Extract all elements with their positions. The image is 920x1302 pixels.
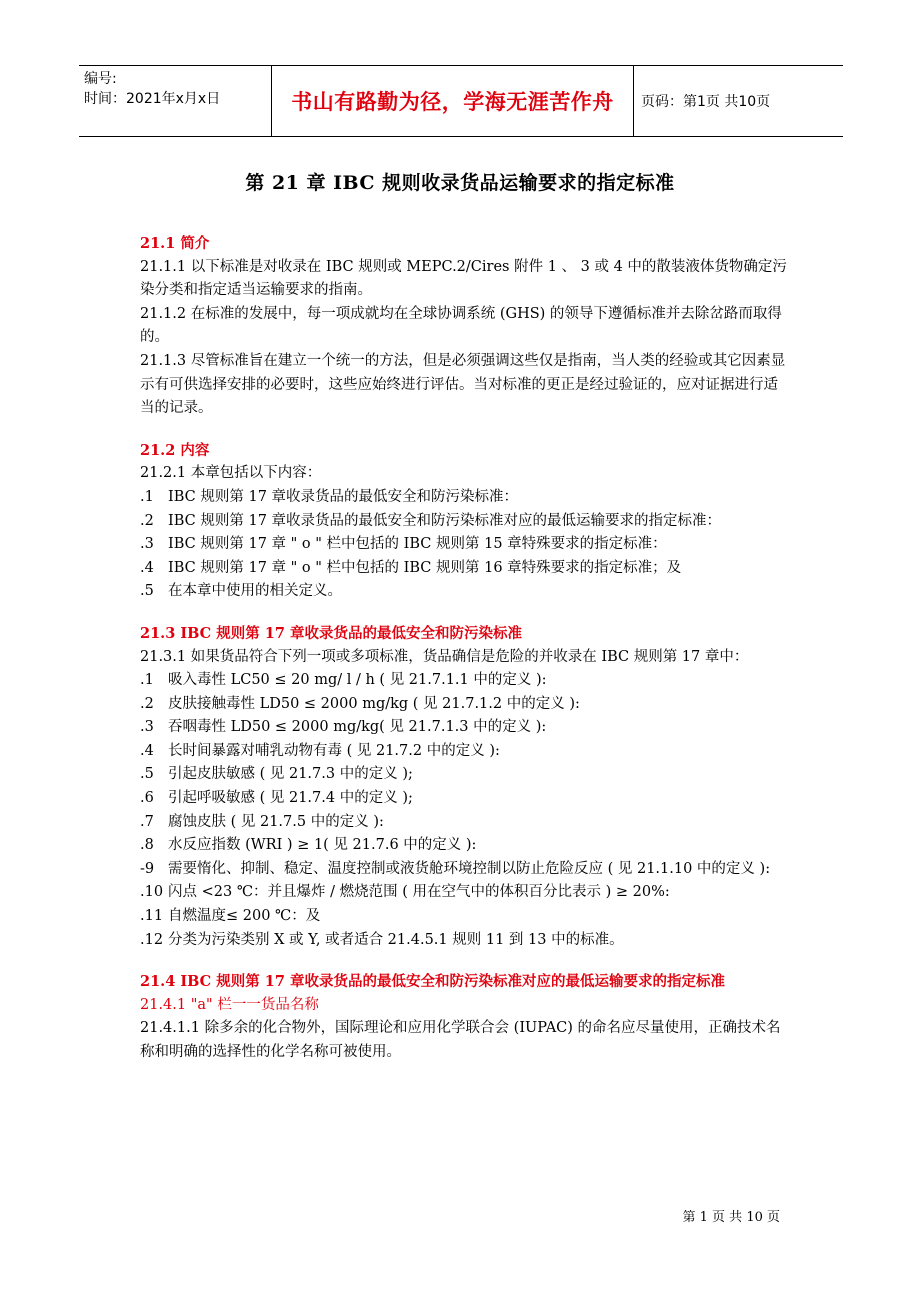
paragraph: 21.1.3 尽管标准旨在建立一个统一的方法，但是必须强调这些仅是指南，当人类的经验或其它因素显示有可供选择安排的必要时，这些应始终进行评估。当对标准的更正是经过验证的，应对证据进行适当的记录。 <box>140 352 786 417</box>
list-item: .4 长时间暴露对哺乳动物有毒 ( 见 21.7.2 中的定义 ): <box>140 742 500 759</box>
page-footer: 第 1 页 共 10 页 <box>682 1210 780 1225</box>
list-item: .5 引起皮肤敏感 ( 见 21.7.3 中的定义 ); <box>140 766 413 783</box>
list-item: .3 IBC 规则第 17 章 " o " 栏中包括的 IBC 规则第 15 章特殊要求的指定标准： <box>140 536 667 553</box>
subsection-heading: 21.4.1 "a" 栏一一货品名称 <box>140 996 319 1013</box>
page-header <box>79 65 843 137</box>
list-item: .1 吸入毒性 LC50 ≤ 20 mg/ l / h ( 见 21.7.1.1 中的定义 ): <box>140 672 547 689</box>
list-item: .7 腐蚀皮肤 ( 见 21.7.5 中的定义 ): <box>140 813 384 830</box>
paragraph: 21.4.1.1 除多余的化合物外，国际理论和应用化学联合会 (IUPAC) 的命名应尽量使用，正确技术名称和明确的选择性的化学名称可被使用。 <box>140 1020 781 1060</box>
list-item: .1 IBC 规则第 17 章收录货品的最低安全和防污染标准： <box>140 488 519 505</box>
list-item: .6 引起呼吸敏感 ( 见 21.7.4 中的定义 ); <box>140 790 413 807</box>
list-item: .11 自燃温度≤ 200 ℃：及 <box>140 908 321 925</box>
paragraph: 21.1.2 在标准的发展中，每一项成就均在全球协调系统 (GHS) 的领导下遵循标准并去除岔路而取得的。 <box>140 305 782 346</box>
header-time: 时间：2021年x月x日 <box>84 91 221 107</box>
list-item: .10 闪点 <23 ℃：并且爆炸 / 燃烧范围 ( 用在空气中的体积百分比表示 ) ≥ 20%: <box>140 884 670 901</box>
paragraph: 21.3.1 如果货品符合下列一项或多项标准，货品确信是危险的并收录在 IBC 规则第 17 章中： <box>140 648 749 665</box>
section-heading: 21.2 内容 <box>140 441 210 459</box>
list-item: -9 需要惰化、抑制、稳定、温度控制或液货舱环境控制以防止危险反应 ( 见 21.1.10 中的定义 ): <box>140 860 771 877</box>
section-heading: 21.4 IBC 规则第 17 章收录货品的最低安全和防污染标准对应的最低运输要求的指定标准 <box>140 973 726 991</box>
list-item: .4 IBC 规则第 17 章 " o " 栏中包括的 IBC 规则第 16 章特殊要求的指定标准；及 <box>140 559 682 576</box>
section-heading: 21.1 简介 <box>140 235 210 252</box>
header-meta <box>79 66 272 136</box>
header-page: 页码：第1页 共10页 <box>641 94 771 110</box>
section-heading: 21.3 IBC 规则第 17 章收录货品的最低安全和防污染标准 <box>140 624 523 642</box>
list-item: .8 水反应指数 (WRI ) ≥ 1( 见 21.7.6 中的定义 ): <box>140 837 477 854</box>
list-item: .2 皮肤接触毒性 LD50 ≤ 2000 mg/kg ( 见 21.7.1.2 中的定义 ): <box>140 695 580 712</box>
document-body <box>140 232 788 1065</box>
list-item: .3 吞咽毒性 LD50 ≤ 2000 mg/kg( 见 21.7.1.3 中的定义 ): <box>140 719 547 736</box>
list-item: .5 在本章中使用的相关定义。 <box>140 583 342 600</box>
list-item: .2 IBC 规则第 17 章收录货品的最低安全和防污染标准对应的最低运输要求的指定标准： <box>140 512 722 529</box>
paragraph: 21.1.1 以下标准是对收录在 IBC 规则或 MEPC.2/Cires 附件 1 、 3 或 4 中的散装液体货物确定污染分类和指定适当运输要求的指南。 <box>140 258 787 299</box>
document-title: 第 21 章 IBC 规则收录货品运输要求的指定标准 <box>245 172 675 194</box>
list-item: .12 分类为污染类别 X 或 Y, 或者适合 21.4.5.1 规则 11 到 13 中的标准。 <box>140 931 624 948</box>
paragraph: 21.2.1 本章包括以下内容： <box>140 465 322 482</box>
header-motto: 书山有路勤为径，学海无涯苦作舟 <box>272 66 634 136</box>
header-number: 编号: <box>84 71 117 87</box>
